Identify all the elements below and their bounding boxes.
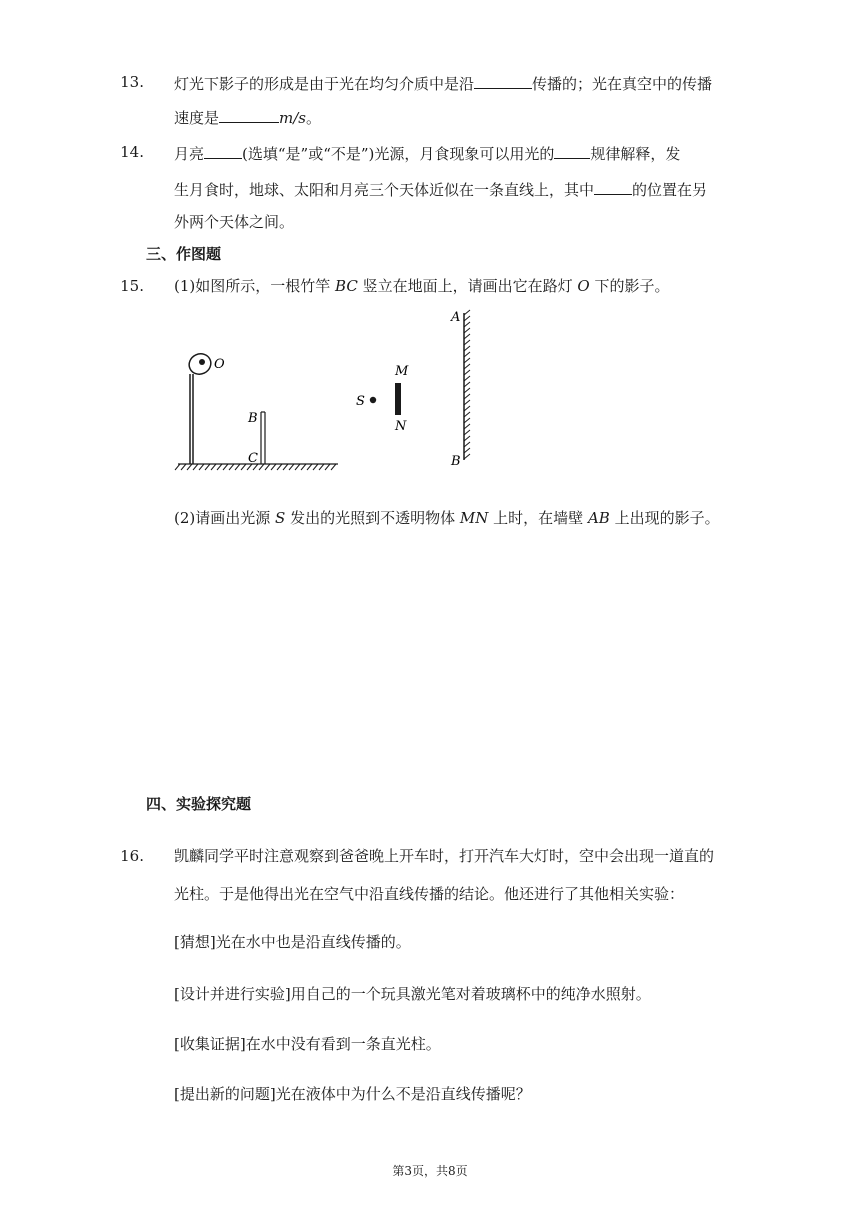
q16-line1: 凯麟同学平时注意观察到爸爸晚上开车时，打开汽车大灯时，空中会出现一道直的 xyxy=(174,847,715,865)
q13-text-3: 速度是 xyxy=(174,109,220,127)
fig2-label-n: N xyxy=(395,419,407,434)
q14-text-4: 生月食时，地球、太阳和月亮三个天体近似在一条直线上，其中 xyxy=(174,181,595,199)
q15-label-s: S xyxy=(275,509,286,527)
section-heading-4: 四、实验探究题 xyxy=(146,795,252,813)
q14-line3: 外两个天体之间。 xyxy=(174,213,295,231)
q15-label-bc: BC xyxy=(335,277,358,295)
q13-number: 13. xyxy=(120,73,144,91)
q16-number: 16. xyxy=(120,847,144,865)
q15-part2-text-3: 上时，在墙壁 xyxy=(493,509,584,527)
q16-new-question: [提出新的问题]光在液体中为什么不是沿直线传播呢？ xyxy=(174,1085,531,1103)
q15-part1-text-1: (1)如图所示，一根竹竿 xyxy=(174,277,331,295)
q13-text-4: 。 xyxy=(306,109,322,127)
q13-blank-2[interactable] xyxy=(219,106,279,123)
q14-text-2: (选填“是”或“不是”)光源，月食现象可以用光的 xyxy=(242,145,555,163)
q15-label-mn: MN xyxy=(459,509,489,527)
q14-blank-2[interactable] xyxy=(554,142,590,159)
q14-line1 xyxy=(174,142,680,164)
q15-part1-text-3: 下的影子。 xyxy=(594,277,670,295)
fig2-label-a: A xyxy=(451,310,461,325)
q15-label-ab: AB xyxy=(587,509,610,527)
q13-line1 xyxy=(174,72,712,94)
q14-line2 xyxy=(174,178,707,200)
q15-part2-text-1: (2)请画出光源 xyxy=(174,509,271,527)
q15-part2-text-2: 发出的光照到不透明物体 xyxy=(290,509,456,527)
answer-drawing-area[interactable] xyxy=(146,545,726,780)
q15-number: 15. xyxy=(120,277,144,295)
wall-ab xyxy=(464,310,470,460)
light-source-point xyxy=(370,397,376,403)
fig1-label-b: B xyxy=(248,411,258,426)
bamboo-pole xyxy=(261,412,265,464)
figure-lamp-pole xyxy=(170,340,345,475)
fig1-label-c: C xyxy=(248,451,258,466)
q14-blank-3[interactable] xyxy=(594,178,632,195)
q13-blank-1[interactable] xyxy=(474,72,532,89)
fig1-label-o: O xyxy=(214,357,225,372)
q16-design: [设计并进行实验]用自己的一个玩具激光笔对着玻璃杯中的纯净水照射。 xyxy=(174,985,651,1003)
q14-blank-1[interactable] xyxy=(204,142,242,159)
q14-text-3: 规律解释，发 xyxy=(590,145,681,163)
q13-unit: m/s xyxy=(279,109,306,127)
q16-guess: [猜想]光在水中也是沿直线传播的。 xyxy=(174,933,411,951)
fig2-label-s: S xyxy=(356,394,365,409)
q13-text-1: 灯光下影子的形成是由于光在均匀介质中是沿 xyxy=(174,75,475,93)
q15-label-o: O xyxy=(577,277,590,295)
q14-text-5: 的位置在另 xyxy=(632,181,708,199)
page-footer: 第3页，共8页 xyxy=(392,1164,468,1178)
lamp-post xyxy=(186,350,214,464)
section-heading-3: 三、作图题 xyxy=(146,245,222,263)
opaque-object-mn xyxy=(395,383,401,415)
fig2-label-m: M xyxy=(395,364,409,379)
q15-part1 xyxy=(174,276,670,296)
q15-part2-text-4: 上出现的影子。 xyxy=(614,509,720,527)
fig2-label-b: B xyxy=(451,454,461,469)
figure-light-obstacle-wall xyxy=(350,305,490,470)
q13-text-2: 传播的；光在真空中的传播 xyxy=(532,75,713,93)
q15-part1-text-2: 竖立在地面上，请画出它在路灯 xyxy=(362,277,573,295)
q16-line2: 光柱。于是他得出光在空气中沿直线传播的结论。他还进行了其他相关实验： xyxy=(174,885,685,903)
q15-part2 xyxy=(174,508,720,528)
q16-evidence: [收集证据]在水中没有看到一条直光柱。 xyxy=(174,1035,441,1053)
q14-text-1: 月亮 xyxy=(174,145,205,163)
q13-line2 xyxy=(174,106,321,128)
q14-number: 14. xyxy=(120,143,144,161)
